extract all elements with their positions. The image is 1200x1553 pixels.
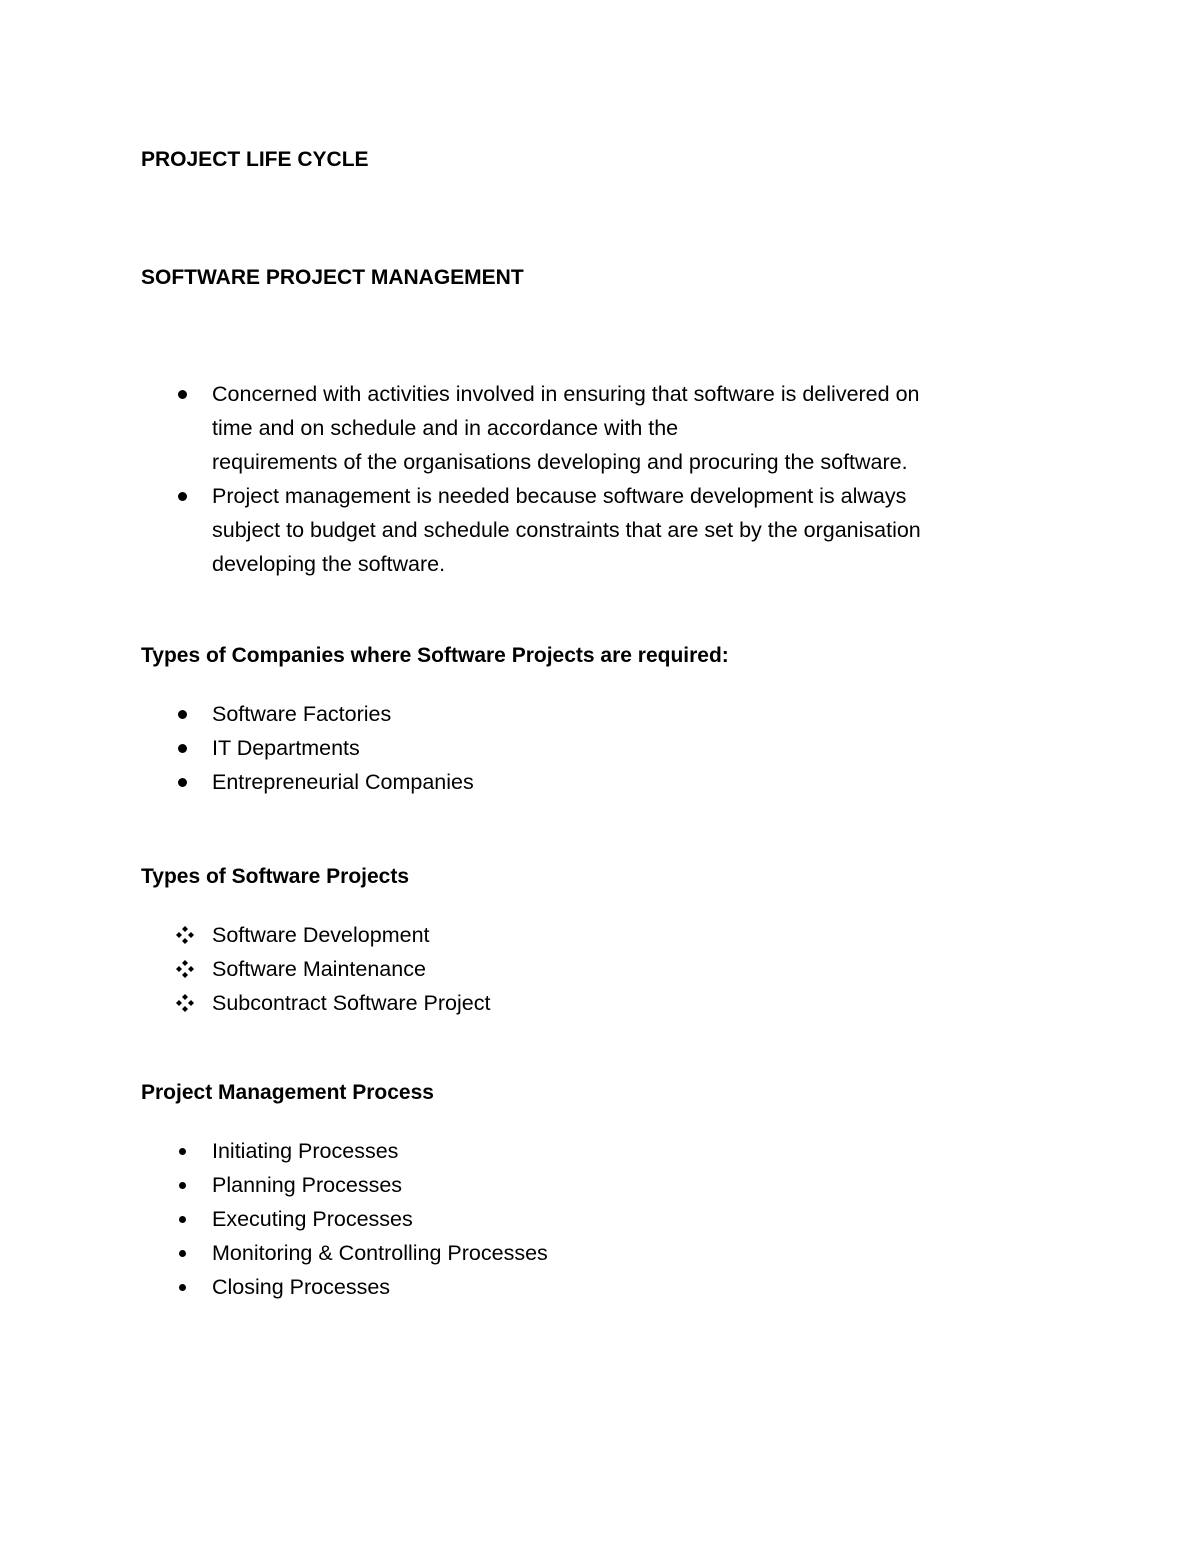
list-item-text: Monitoring & Controlling Processes <box>212 1241 548 1265</box>
list-item <box>141 986 490 1020</box>
software-project-types-list <box>141 918 490 1020</box>
section-heading-company-types: Types of Companies where Software Projects are required: <box>141 644 729 667</box>
list-item-text: IT Departments <box>212 736 360 760</box>
document-title: PROJECT LIFE CYCLE <box>141 148 369 171</box>
bullet-dot-icon <box>175 1168 195 1202</box>
list-item-text: Software Factories <box>212 702 392 726</box>
list-item <box>141 377 921 479</box>
list-item-text: Subcontract Software Project <box>212 991 491 1015</box>
diamond-bullet-icon <box>175 952 195 986</box>
bullet-dot-icon <box>175 765 195 799</box>
list-item-text: Entrepreneurial Companies <box>212 770 474 794</box>
bullet-dot-icon <box>175 377 195 411</box>
list-item-text: Software Maintenance <box>212 957 426 981</box>
section-heading-software-project-types: Types of Software Projects <box>141 865 410 888</box>
bullet-dot-icon <box>175 479 195 513</box>
list-item-line: requirements of the organisations developing and procuring the software. <box>212 450 908 474</box>
diamond-bullet-icon <box>175 986 195 1020</box>
list-item <box>141 697 474 731</box>
list-item <box>141 1202 548 1236</box>
spm-bullet-list <box>141 377 921 581</box>
list-item-text: Initiating Processes <box>212 1139 399 1163</box>
list-item-text: Executing Processes <box>212 1207 413 1231</box>
list-item <box>141 1134 548 1168</box>
section-heading-software-project-management: SOFTWARE PROJECT MANAGEMENT <box>141 266 524 289</box>
list-item <box>141 952 490 986</box>
list-item <box>141 1236 548 1270</box>
diamond-bullet-icon <box>175 918 195 952</box>
list-item-line: time and on schedule and in accordance with the <box>212 416 679 440</box>
bullet-dot-icon <box>175 1134 195 1168</box>
bullet-dot-icon <box>175 1236 195 1270</box>
list-item-text: Closing Processes <box>212 1275 391 1299</box>
list-item-line: developing the software. <box>212 552 446 576</box>
bullet-dot-icon <box>175 697 195 731</box>
list-item <box>141 765 474 799</box>
list-item-line: subject to budget and schedule constraints that are set by the organisation <box>212 518 921 542</box>
list-item <box>141 1270 548 1304</box>
list-item-line: Concerned with activities involved in ensuring that software is delivered on <box>212 382 920 406</box>
list-item <box>141 479 921 581</box>
section-heading-project-management-process: Project Management Process <box>141 1081 434 1104</box>
process-list <box>141 1134 548 1304</box>
company-types-list <box>141 697 474 799</box>
list-item <box>141 918 490 952</box>
list-item-text: Software Development <box>212 923 430 947</box>
list-item-line: Project management is needed because software development is always <box>212 484 907 508</box>
bullet-dot-icon <box>175 1202 195 1236</box>
list-item-text: Planning Processes <box>212 1173 403 1197</box>
bullet-dot-icon <box>175 1270 195 1304</box>
bullet-dot-icon <box>175 731 195 765</box>
list-item <box>141 1168 548 1202</box>
list-item <box>141 731 474 765</box>
